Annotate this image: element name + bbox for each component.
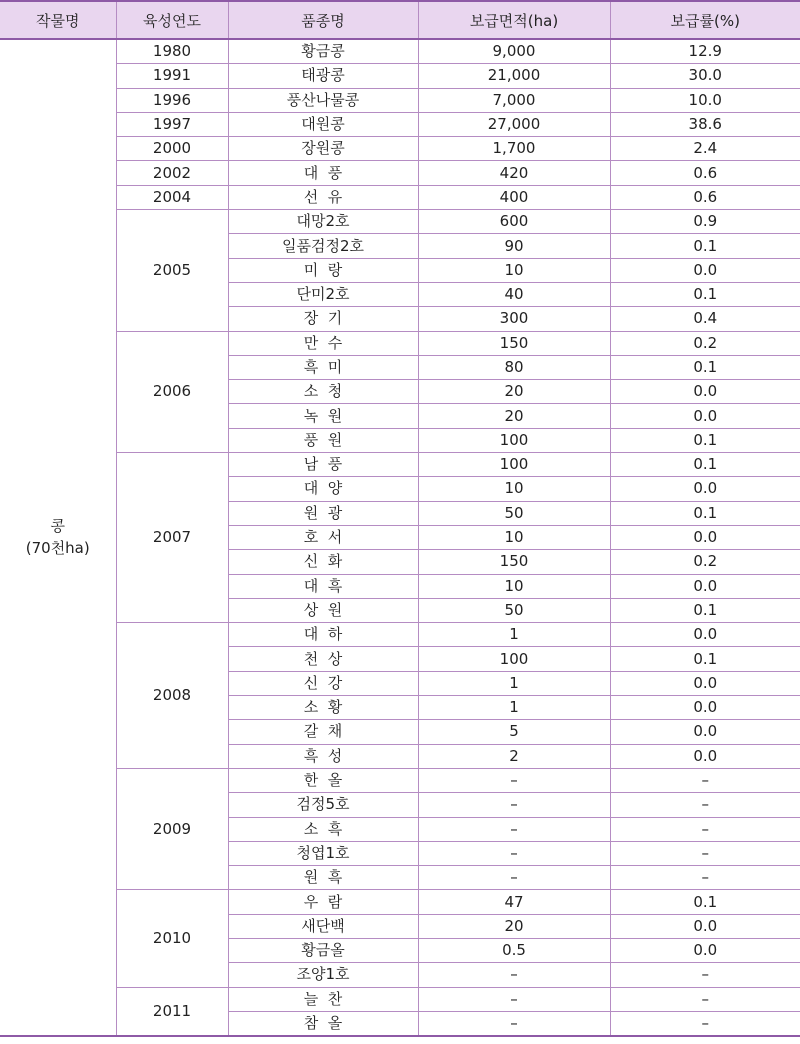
year-cell: 2008 (116, 623, 228, 769)
variety-cell: 남 풍 (228, 453, 418, 477)
year-cell: 2000 (116, 137, 228, 161)
area-cell: 2 (418, 744, 610, 768)
variety-cell: 황금올 (228, 938, 418, 962)
rate-cell: 0.1 (610, 355, 800, 379)
rate-cell: 0.0 (610, 696, 800, 720)
rate-cell: – (610, 987, 800, 1011)
rate-cell: 0.1 (610, 890, 800, 914)
area-cell: 10 (418, 525, 610, 549)
variety-cell: 상 원 (228, 598, 418, 622)
variety-cell: 흑 미 (228, 355, 418, 379)
area-cell: – (418, 866, 610, 890)
area-cell: 20 (418, 404, 610, 428)
rate-cell: 0.0 (610, 404, 800, 428)
variety-cell: 단미2호 (228, 282, 418, 306)
table-row (0, 453, 800, 477)
area-cell: 10 (418, 258, 610, 282)
variety-cell: 대 양 (228, 477, 418, 501)
year-cell: 2011 (116, 987, 228, 1036)
year-cell: 1980 (116, 39, 228, 64)
area-cell: 600 (418, 210, 610, 234)
table-row (0, 161, 800, 185)
crop-name: 콩 (50, 516, 65, 535)
rate-cell: 0.2 (610, 331, 800, 355)
area-cell: 300 (418, 307, 610, 331)
table-row (0, 185, 800, 209)
rate-cell: – (610, 768, 800, 792)
area-cell: – (418, 817, 610, 841)
area-cell: 80 (418, 355, 610, 379)
variety-cell: 대망2호 (228, 210, 418, 234)
year-cell: 2004 (116, 185, 228, 209)
area-cell: 100 (418, 647, 610, 671)
crop-cell (0, 39, 116, 1036)
variety-cell: 녹 원 (228, 404, 418, 428)
variety-cell: 갈 채 (228, 720, 418, 744)
area-cell: – (418, 963, 610, 987)
rate-cell: 0.1 (610, 428, 800, 452)
table-row (0, 890, 800, 914)
variety-cell: 장원콩 (228, 137, 418, 161)
variety-cell: 천 상 (228, 647, 418, 671)
area-cell: 40 (418, 282, 610, 306)
area-cell: 1 (418, 671, 610, 695)
table-row (0, 112, 800, 136)
rate-cell: – (610, 817, 800, 841)
variety-cell: 소 흑 (228, 817, 418, 841)
variety-cell: 호 서 (228, 525, 418, 549)
area-cell: 150 (418, 331, 610, 355)
year-cell: 1997 (116, 112, 228, 136)
rate-cell: – (610, 841, 800, 865)
rate-cell: 0.0 (610, 938, 800, 962)
area-cell: 50 (418, 501, 610, 525)
rate-cell: 0.0 (610, 671, 800, 695)
rate-cell: 0.0 (610, 477, 800, 501)
rate-cell: 30.0 (610, 64, 800, 88)
area-cell: 50 (418, 598, 610, 622)
area-cell: 20 (418, 914, 610, 938)
rate-cell: 0.1 (610, 282, 800, 306)
area-cell: 0.5 (418, 938, 610, 962)
header-year: 육성연도 (116, 1, 228, 39)
variety-cell: 한 올 (228, 768, 418, 792)
table-row (0, 987, 800, 1011)
variety-cell: 우 람 (228, 890, 418, 914)
variety-cell: 일품검정2호 (228, 234, 418, 258)
table-row (0, 88, 800, 112)
header-row (0, 1, 800, 39)
rate-cell: 0.1 (610, 501, 800, 525)
rate-cell: 10.0 (610, 88, 800, 112)
variety-cell: 조양1호 (228, 963, 418, 987)
area-cell: 5 (418, 720, 610, 744)
variety-cell: 소 황 (228, 696, 418, 720)
year-cell: 2006 (116, 331, 228, 452)
rate-cell: 38.6 (610, 112, 800, 136)
variety-cell: 흑 성 (228, 744, 418, 768)
rate-cell: 0.0 (610, 525, 800, 549)
table-row (0, 623, 800, 647)
area-cell: 9,000 (418, 39, 610, 64)
area-cell: 7,000 (418, 88, 610, 112)
rate-cell: 12.9 (610, 39, 800, 64)
area-cell: 1 (418, 623, 610, 647)
table-row (0, 768, 800, 792)
table-row (0, 137, 800, 161)
variety-cell: 신 강 (228, 671, 418, 695)
variety-cell: 원 흑 (228, 866, 418, 890)
crop-area: (70천ha) (25, 538, 90, 557)
variety-cell: 늘 찬 (228, 987, 418, 1011)
year-cell: 1996 (116, 88, 228, 112)
table-row (0, 64, 800, 88)
rate-cell: 0.9 (610, 210, 800, 234)
area-cell: – (418, 987, 610, 1011)
rate-cell: – (610, 1011, 800, 1036)
variety-cell: 태광콩 (228, 64, 418, 88)
area-cell: 1,700 (418, 137, 610, 161)
variety-cell: 미 랑 (228, 258, 418, 282)
variety-cell: 검정5호 (228, 793, 418, 817)
year-cell: 2005 (116, 210, 228, 331)
area-cell: 10 (418, 574, 610, 598)
variety-cell: 장 기 (228, 307, 418, 331)
variety-cell: 원 광 (228, 501, 418, 525)
rate-cell: 0.1 (610, 598, 800, 622)
area-cell: 20 (418, 380, 610, 404)
table-row (0, 210, 800, 234)
header-rate: 보급률(%) (610, 1, 800, 39)
area-cell: – (418, 841, 610, 865)
area-cell: 400 (418, 185, 610, 209)
variety-cell: 참 올 (228, 1011, 418, 1036)
rate-cell: 0.0 (610, 258, 800, 282)
table-row (0, 39, 800, 64)
area-cell: 90 (418, 234, 610, 258)
variety-cell: 대 흑 (228, 574, 418, 598)
area-cell: – (418, 793, 610, 817)
variety-cell: 황금콩 (228, 39, 418, 64)
rate-cell: 0.0 (610, 744, 800, 768)
rate-cell: 0.6 (610, 161, 800, 185)
variety-cell: 소 청 (228, 380, 418, 404)
area-cell: 420 (418, 161, 610, 185)
rate-cell: 0.0 (610, 914, 800, 938)
variety-cell: 풍산나물콩 (228, 88, 418, 112)
rate-cell: 0.1 (610, 234, 800, 258)
header-variety: 품종명 (228, 1, 418, 39)
year-cell: 2007 (116, 453, 228, 623)
variety-cell: 청엽1호 (228, 841, 418, 865)
year-cell: 2009 (116, 768, 228, 889)
variety-cell: 풍 원 (228, 428, 418, 452)
table-body (0, 39, 800, 1036)
area-cell: 10 (418, 477, 610, 501)
variety-cell: 선 유 (228, 185, 418, 209)
rate-cell: 0.1 (610, 647, 800, 671)
area-cell: – (418, 768, 610, 792)
area-cell: 100 (418, 428, 610, 452)
variety-cell: 대 풍 (228, 161, 418, 185)
rate-cell: 0.1 (610, 453, 800, 477)
rate-cell: 0.6 (610, 185, 800, 209)
area-cell: 21,000 (418, 64, 610, 88)
variety-cell: 새단백 (228, 914, 418, 938)
year-cell: 2010 (116, 890, 228, 987)
area-cell: 47 (418, 890, 610, 914)
rate-cell: 0.0 (610, 380, 800, 404)
table-row (0, 331, 800, 355)
area-cell: – (418, 1011, 610, 1036)
variety-cell: 대 하 (228, 623, 418, 647)
rate-cell: 0.4 (610, 307, 800, 331)
rate-cell: – (610, 963, 800, 987)
area-cell: 150 (418, 550, 610, 574)
variety-cell: 만 수 (228, 331, 418, 355)
year-cell: 2002 (116, 161, 228, 185)
rate-cell: 2.4 (610, 137, 800, 161)
variety-cell: 신 화 (228, 550, 418, 574)
header-area: 보급면적(ha) (418, 1, 610, 39)
variety-cell: 대원콩 (228, 112, 418, 136)
rate-cell: – (610, 793, 800, 817)
rate-cell: 0.0 (610, 574, 800, 598)
rate-cell: 0.2 (610, 550, 800, 574)
area-cell: 27,000 (418, 112, 610, 136)
header-crop: 작물명 (0, 1, 116, 39)
rate-cell: 0.0 (610, 720, 800, 744)
rate-cell: 0.0 (610, 623, 800, 647)
area-cell: 1 (418, 696, 610, 720)
table-header (0, 1, 800, 39)
year-cell: 1991 (116, 64, 228, 88)
rate-cell: – (610, 866, 800, 890)
area-cell: 100 (418, 453, 610, 477)
